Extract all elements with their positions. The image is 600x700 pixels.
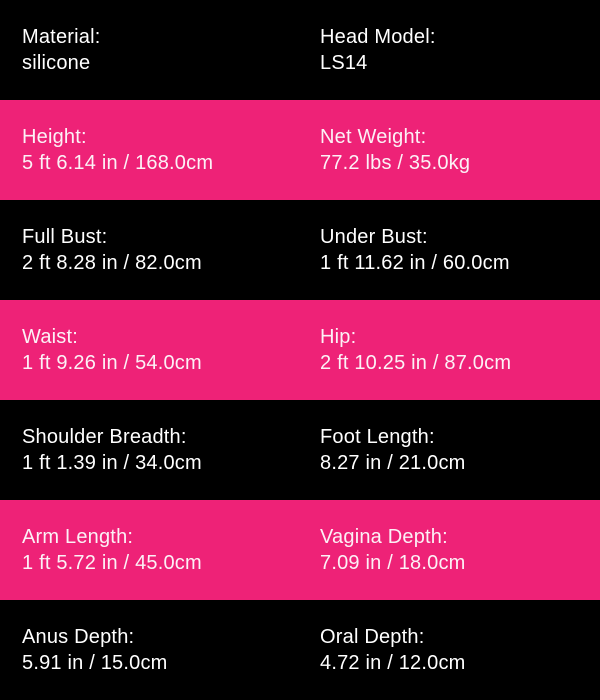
spec-cell-under-bust xyxy=(300,200,600,300)
spec-value: 8.27 in / 21.0cm xyxy=(320,452,466,474)
spec-label: Arm Length: xyxy=(22,526,134,548)
spec-value: 1 ft 5.72 in / 45.0cm xyxy=(22,552,202,574)
spec-row-shoulder-foot xyxy=(0,400,600,500)
spec-value: 77.2 lbs / 35.0kg xyxy=(320,152,471,174)
spec-value: 1 ft 11.62 in / 60.0cm xyxy=(320,252,510,274)
spec-row-waist-hip xyxy=(0,300,600,400)
spec-cell-full-bust xyxy=(0,200,300,300)
spec-cell-head-model xyxy=(300,0,600,100)
spec-row-height-weight xyxy=(0,100,600,200)
spec-value: LS14 xyxy=(320,52,368,74)
spec-label: Full Bust: xyxy=(22,226,108,248)
spec-label: Material: xyxy=(22,26,101,48)
spec-value: silicone xyxy=(22,52,91,74)
spec-cell-arm-length xyxy=(0,500,300,600)
spec-label: Net Weight: xyxy=(320,126,427,148)
spec-label: Shoulder Breadth: xyxy=(22,426,187,448)
spec-cell-net-weight xyxy=(300,100,600,200)
spec-cell-material xyxy=(0,0,300,100)
spec-cell-vagina-depth xyxy=(300,500,600,600)
spec-label: Under Bust: xyxy=(320,226,428,248)
spec-row-arm-vagina xyxy=(0,500,600,600)
spec-cell-hip xyxy=(300,300,600,400)
spec-label: Waist: xyxy=(22,326,79,348)
spec-label: Hip: xyxy=(320,326,357,348)
spec-cell-waist xyxy=(0,300,300,400)
spec-cell-shoulder-breadth xyxy=(0,400,300,500)
spec-cell-height xyxy=(0,100,300,200)
spec-value: 2 ft 8.28 in / 82.0cm xyxy=(22,252,202,274)
spec-label: Oral Depth: xyxy=(320,626,425,648)
spec-row-material-headmodel xyxy=(0,0,600,100)
spec-label: Foot Length: xyxy=(320,426,435,448)
spec-value: 5 ft 6.14 in / 168.0cm xyxy=(22,152,214,174)
spec-cell-anus-depth xyxy=(0,600,300,700)
spec-row-bust xyxy=(0,200,600,300)
spec-value: 1 ft 1.39 in / 34.0cm xyxy=(22,452,202,474)
spec-label: Anus Depth: xyxy=(22,626,135,648)
spec-value: 1 ft 9.26 in / 54.0cm xyxy=(22,352,202,374)
spec-label: Height: xyxy=(22,126,87,148)
spec-cell-oral-depth xyxy=(300,600,600,700)
spec-value: 2 ft 10.25 in / 87.0cm xyxy=(320,352,512,374)
spec-label: Vagina Depth: xyxy=(320,526,448,548)
spec-row-anus-oral xyxy=(0,600,600,700)
spec-value: 4.72 in / 12.0cm xyxy=(320,652,466,674)
spec-value: 7.09 in / 18.0cm xyxy=(320,552,466,574)
spec-cell-foot-length xyxy=(300,400,600,500)
spec-label: Head Model: xyxy=(320,26,436,48)
spec-value: 5.91 in / 15.0cm xyxy=(22,652,168,674)
